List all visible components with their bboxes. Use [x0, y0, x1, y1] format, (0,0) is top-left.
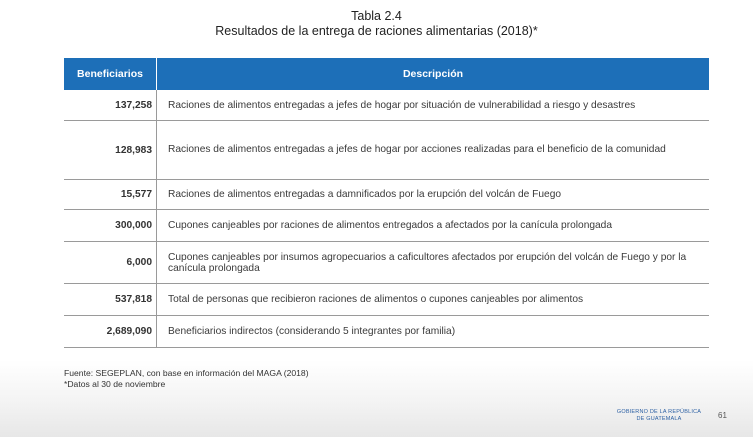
beneficiaries-value: 300,000	[64, 210, 157, 242]
row-description: Raciones de alimentos entregadas a damnificados por la erupción del volcán de Fuego	[157, 180, 710, 210]
table-row	[64, 316, 709, 348]
page-number: 61	[718, 411, 727, 420]
table-row	[64, 210, 709, 242]
row-description: Cupones canjeables por insumos agropecuarios a caficultores afectados por erupción del volcán de Fuego y por la canícula prolongada	[157, 242, 710, 284]
table-title: Resultados de la entrega de raciones alimentarias (2018)*	[215, 24, 538, 38]
beneficiaries-value: 6,000	[64, 242, 157, 284]
row-description: Total de personas que recibieron raciones de alimentos o cupones canjeables por alimentos	[157, 284, 710, 316]
row-description: Cupones canjeables por raciones de alimentos entregados a afectados por la canícula prolongada	[157, 210, 710, 242]
table-row	[64, 242, 709, 284]
source-note: Fuente: SEGEPLAN, con base en información del MAGA (2018)	[64, 368, 309, 378]
table-header-row	[64, 58, 709, 90]
org-line-2: DE GUATEMALA	[636, 416, 682, 422]
row-description: Raciones de alimentos entregadas a jefes de hogar por situación de vulnerabilidad a riesgo y desastres	[157, 90, 710, 121]
table-caption	[0, 9, 753, 39]
beneficiaries-value: 15,577	[64, 180, 157, 210]
org-line-1: GOBIERNO DE LA REPÚBLICA	[616, 409, 702, 415]
table-notes	[64, 368, 309, 390]
table-number: Tabla 2.4	[351, 9, 402, 23]
row-description: Beneficiarios indirectos (considerando 5 integrantes por familia)	[157, 316, 710, 348]
government-logo-text	[612, 409, 706, 423]
table-row	[64, 90, 709, 121]
beneficiaries-value: 128,983	[64, 121, 157, 180]
row-description: Raciones de alimentos entregadas a jefes de hogar por acciones realizadas para el beneficio de la comunidad	[157, 121, 710, 180]
header-beneficiarios: Beneficiarios	[64, 58, 157, 90]
beneficiaries-value: 2,689,090	[64, 316, 157, 348]
table-row	[64, 121, 709, 180]
results-table	[64, 58, 709, 348]
beneficiaries-value: 537,818	[64, 284, 157, 316]
table-row	[64, 284, 709, 316]
footnote: *Datos al 30 de noviembre	[64, 379, 166, 389]
table-row	[64, 180, 709, 210]
header-descripcion: Descripción	[157, 58, 710, 90]
beneficiaries-value: 137,258	[64, 90, 157, 121]
